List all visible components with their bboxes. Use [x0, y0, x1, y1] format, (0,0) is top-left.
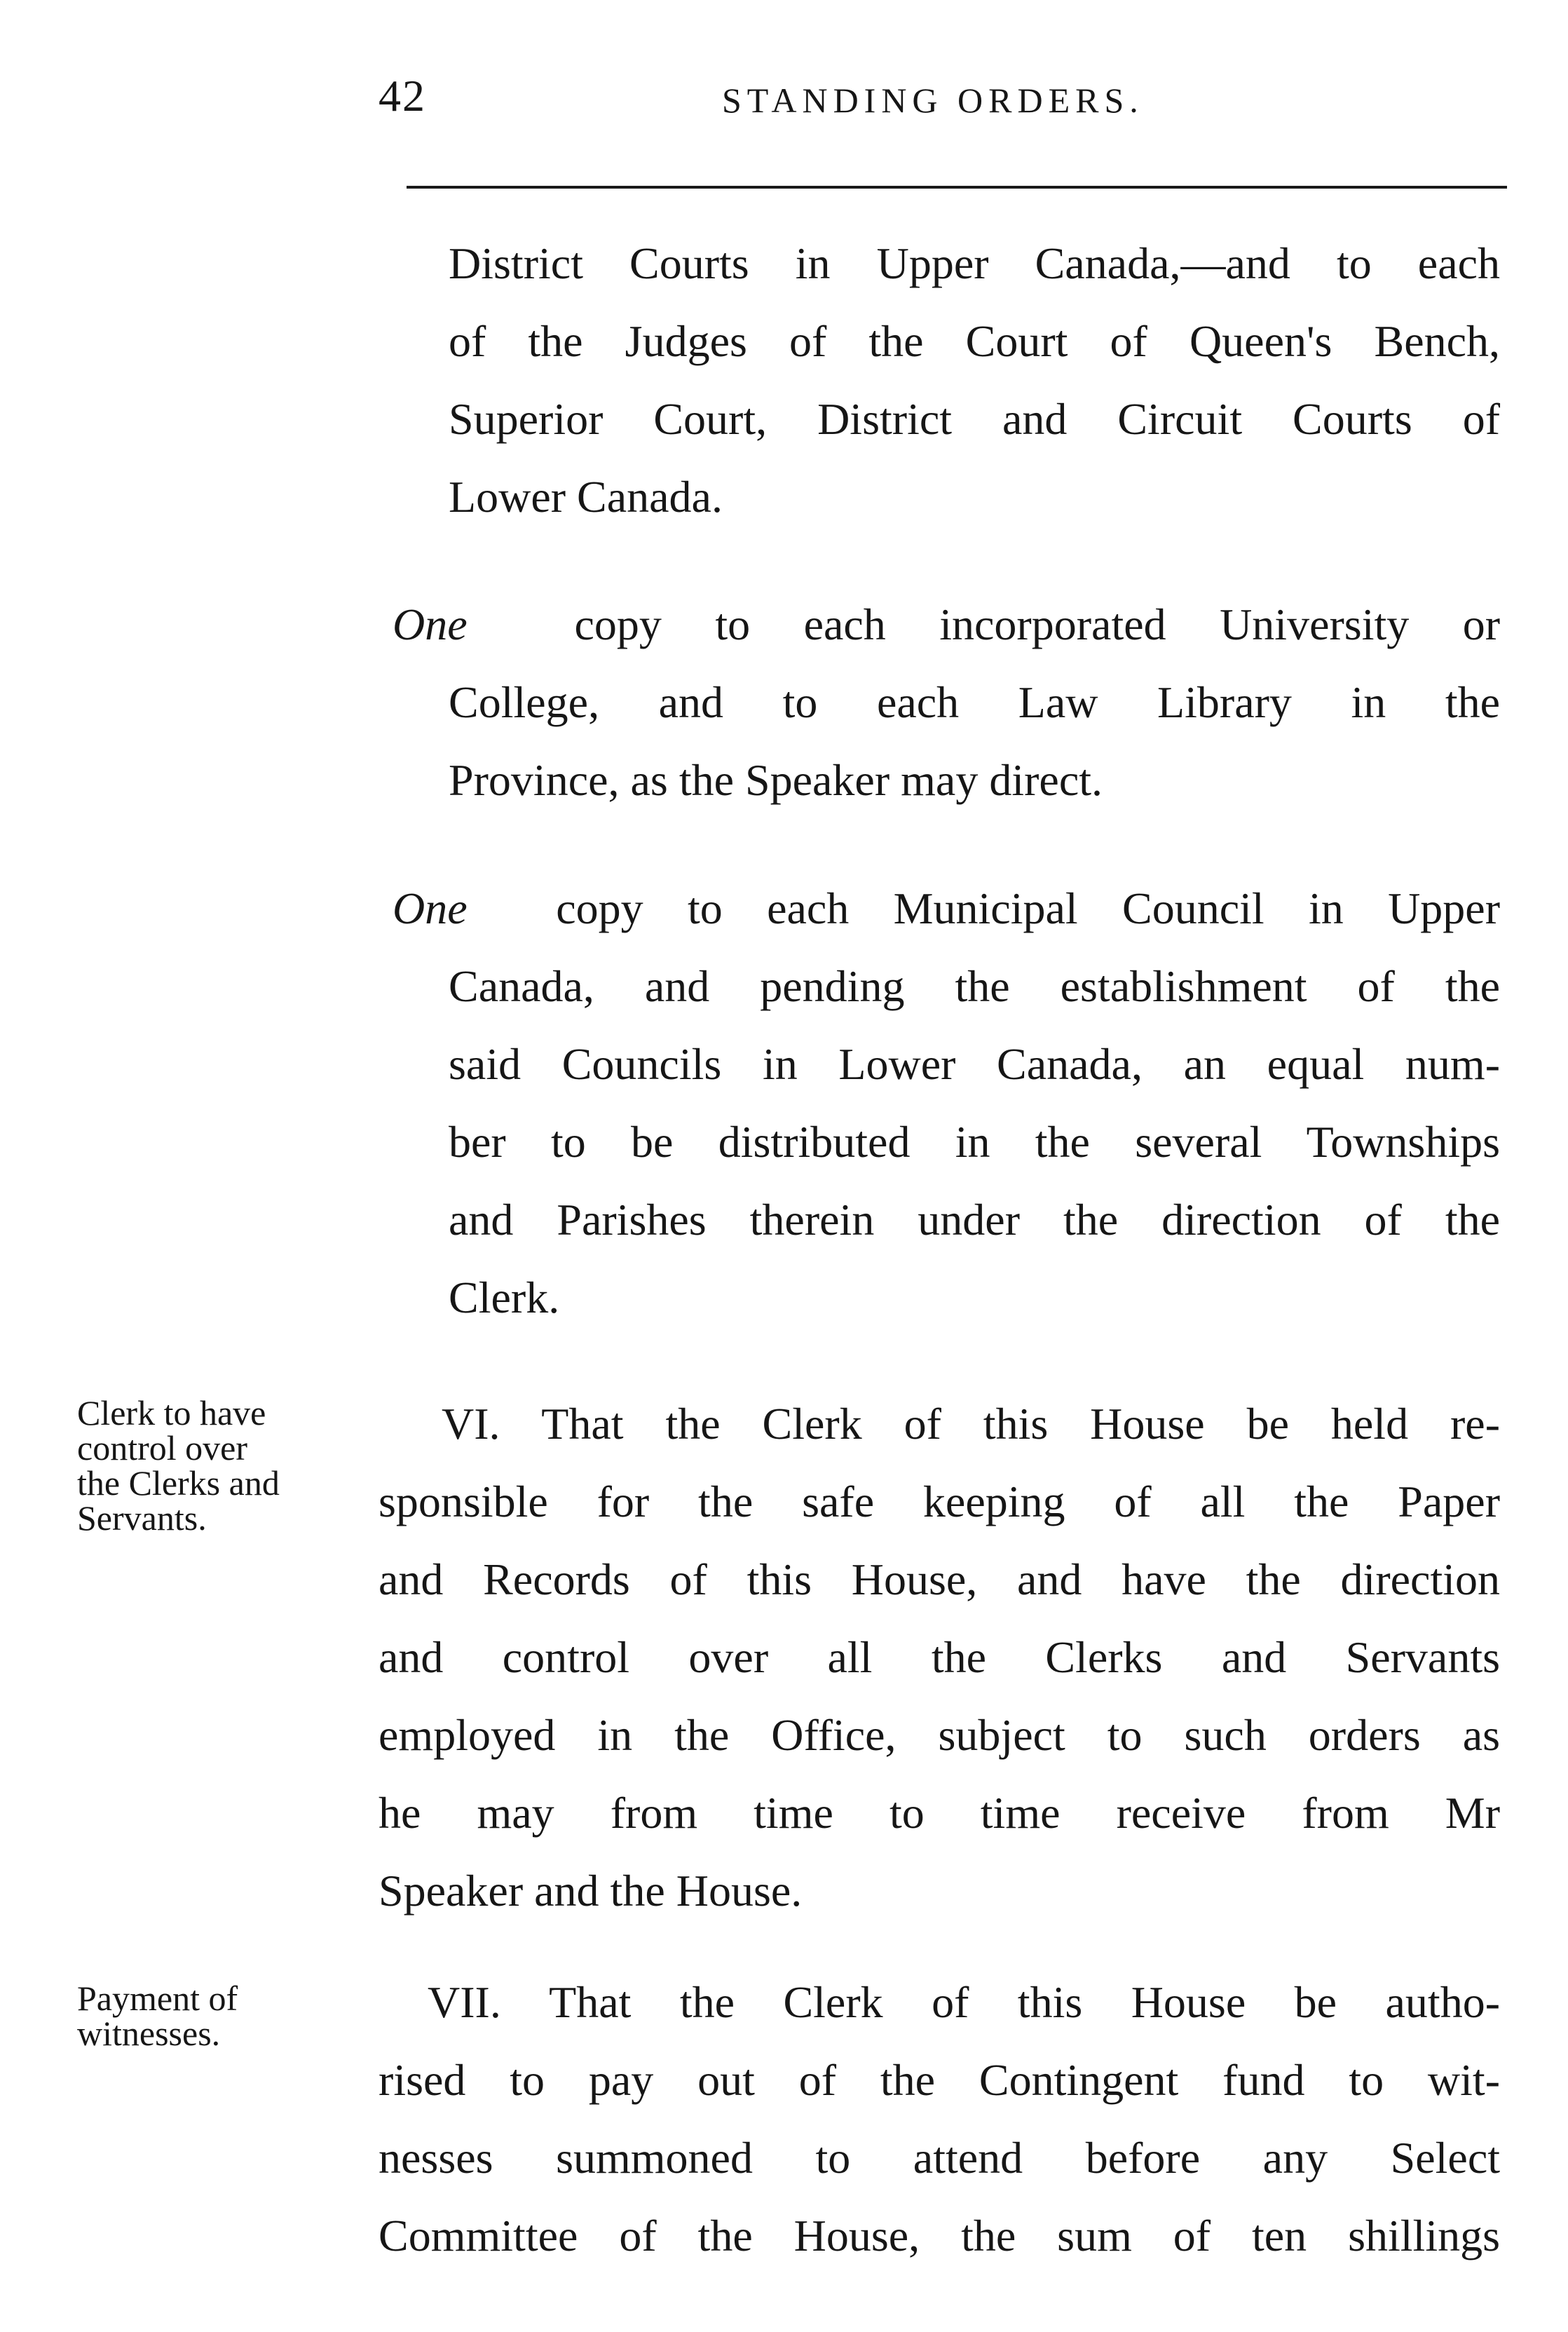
text-line: said Councils in Lower Canada, an equal num- — [449, 1039, 1500, 1089]
text-line: ber to be distributed in the several Townships — [449, 1117, 1500, 1167]
margin-note-clerk-control — [77, 1395, 280, 1536]
text-line: College, and to each Law Library in the — [449, 677, 1500, 727]
paragraph-standing-order-vi — [379, 1385, 1500, 1930]
margin-note-line: Servants. — [77, 1498, 207, 1538]
margin-note-line: Payment of — [77, 1979, 238, 2018]
text-line — [393, 585, 1500, 663]
page-number: 42 — [379, 71, 426, 121]
text-line: and Parishes therein under the direction of the — [449, 1195, 1500, 1245]
text-line: Superior Court, District and Circuit Courts of — [449, 394, 1500, 444]
text-line — [393, 869, 1500, 947]
header-rule — [407, 186, 1507, 189]
text-line: Province, as the Speaker may direct. — [449, 755, 1103, 805]
lead-word: One — [393, 883, 468, 933]
text-line: he may from time to time receive from Mr — [379, 1788, 1500, 1838]
text-line: employed in the Office, subject to such orders as — [379, 1710, 1500, 1760]
margin-note-line: witnesses. — [77, 2014, 221, 2053]
line-text: copy to each Municipal Council in Upper — [556, 883, 1501, 933]
text-line: Canada, and pending the establishment of the — [449, 961, 1500, 1011]
text-line: Lower Canada. — [449, 472, 723, 522]
margin-note-line: the Clerks and — [77, 1463, 280, 1503]
text-line: District Courts in Upper Canada,—and to each — [449, 238, 1500, 288]
text-line: VI. That the Clerk of this House be held re- — [442, 1399, 1500, 1449]
margin-note-payment — [77, 1981, 238, 2051]
margin-note-line: Clerk to have — [77, 1393, 266, 1432]
text-line: of the Judges of the Court of Queen's Bench, — [449, 316, 1500, 366]
paragraph-university-copy — [393, 585, 1500, 819]
text-line: Committee of the House, the sum of ten shillings — [379, 2211, 1500, 2260]
text-line: and control over all the Clerks and Servants — [379, 1632, 1500, 1682]
text-line: VII. That the Clerk of this House be autho- — [428, 1977, 1500, 2027]
text-line: Clerk. — [449, 1273, 560, 1322]
text-line: rised to pay out of the Contingent fund to wit- — [379, 2055, 1500, 2105]
text-line: Speaker and the House. — [379, 1866, 803, 1916]
text-line: sponsible for the safe keeping of all the Paper — [379, 1477, 1500, 1526]
text-line: and Records of this House, and have the direction — [379, 1554, 1500, 1604]
text-line: nesses summoned to attend before any Select — [379, 2133, 1500, 2183]
page-header — [0, 70, 1568, 133]
paragraph-municipal-copy — [393, 869, 1500, 1336]
line-text: copy to each incorporated University or — [574, 599, 1500, 649]
lead-word: One — [393, 599, 468, 649]
paragraph-standing-order-vii — [379, 1963, 1500, 2275]
running-head: STANDING ORDERS. — [722, 81, 1144, 120]
margin-note-line: control over — [77, 1428, 247, 1467]
paragraph-district-courts — [449, 224, 1500, 536]
